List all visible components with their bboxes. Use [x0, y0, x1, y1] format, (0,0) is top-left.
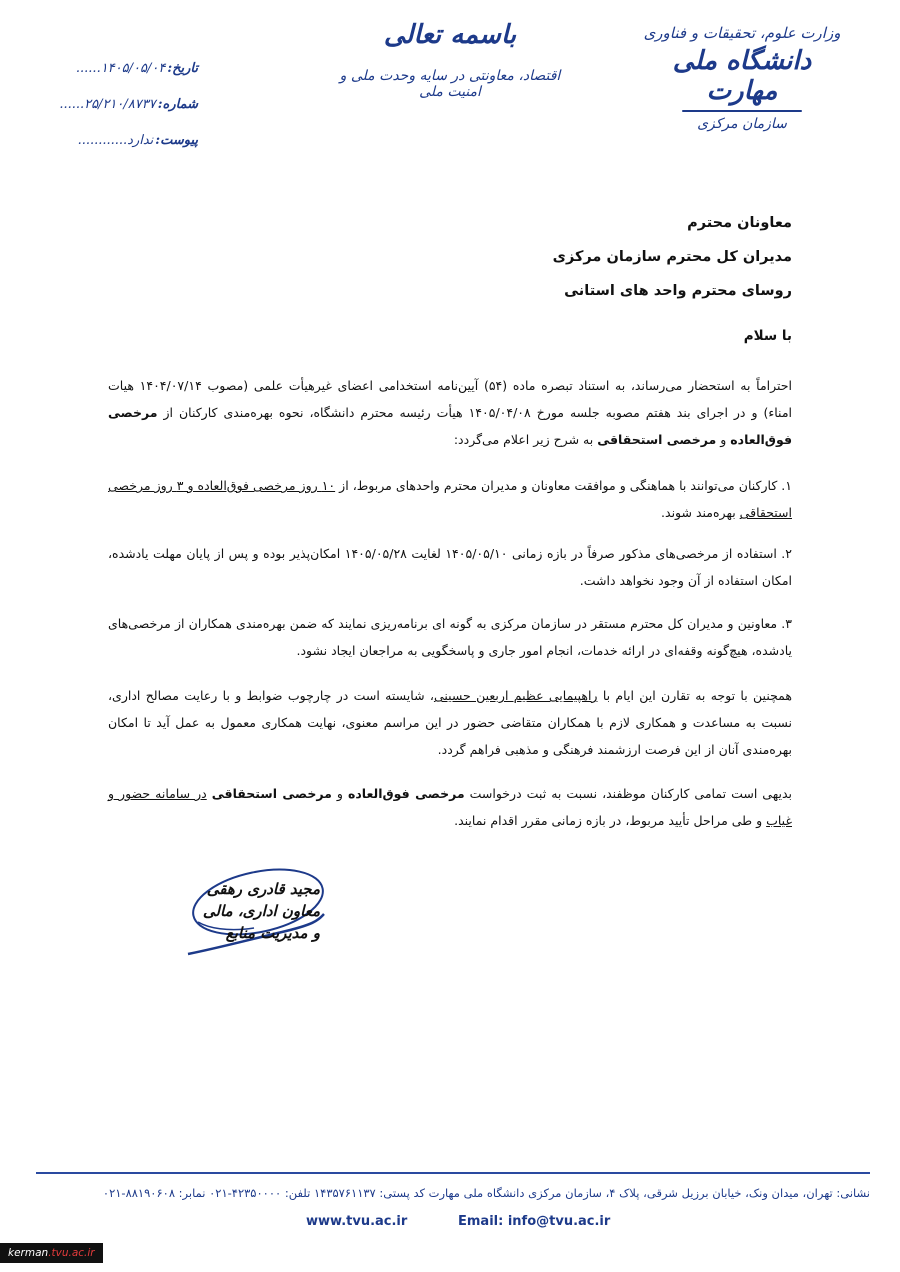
text-run: بهره‌مند شوند.: [661, 505, 736, 520]
text-run: احتراماً به استحضار می‌رساند، به استناد تبصره ماده (۵۴) آیین‌نامه استخدامی اعضای غیرهیأت علمی (مصوب ۱۴۰۴/۰۷/۱۴ هیات امناء) و در اجرای بند هفتم مصوبه جلسه مورخ ۱۴۰۵/۰۴/۰۸ هیأت رئیسه محترم دانشگاه، نحوه بهره‌مندی کارکنان از: [108, 378, 792, 420]
closing-paragraph: [108, 780, 792, 834]
recipients: [553, 206, 792, 308]
recipient-line: روسای محترم واحد های استانی: [564, 283, 792, 299]
letterhead-flourish: [682, 110, 802, 112]
organization-name: سازمان مرکزی: [697, 116, 787, 132]
footer-rule: [36, 1172, 870, 1174]
underlined-term: راهپیمایی عظیم اربعین حسینی: [433, 688, 598, 703]
text-run: ۱. کارکنان می‌توانند با هماهنگی و موافقت معاونان و مدیران محترم واحدهای مربوط، از: [339, 478, 792, 493]
institution-header: [642, 18, 842, 132]
clause-2: ۲. استفاده از مرخصی‌های مذکور صرفاً در بازه زمانی ۱۴۰۵/۰۵/۱۰ لغایت ۱۴۰۵/۰۵/۲۸ امکان‌پذیر بوده و پس از پایان مهلت یادشده، امکان استفاده از آن وجود نخواهد داشت.: [108, 546, 792, 588]
date-value: ۱۴۰۵/۰۵/۰۴......: [75, 60, 166, 76]
attachment-label: پیوست:: [155, 132, 198, 148]
text-run: بدیهی است تمامی کارکنان موظفند، نسبت به ثبت درخواست: [469, 786, 793, 801]
bold-term: مرخصی فوق‌العاده: [347, 786, 465, 801]
invocation-text: باسمه تعالی: [383, 20, 517, 50]
text-run: و طی مراحل تأیید مربوط، در بازه زمانی مقرر اقدام نمایند.: [454, 813, 763, 828]
email-link[interactable]: Email: info@tvu.ac.ir: [458, 1214, 611, 1229]
university-name: دانشگاه ملی مهارت: [672, 46, 812, 106]
text-run: و: [336, 786, 343, 801]
clause-3: ۳. معاونین و مدیران کل محترم مستقر در سازمان مرکزی به گونه ای برنامه‌ریزی نمایند که ضمن بهره‌مندی همکاران از مرخصی‌های یادشده، هیچ‌گونه وقفه‌ای در ارائه خدمات، انجام امور جاری و پاسخگویی به مراجعان ایجاد نشود.: [108, 616, 792, 658]
text-run: ، شایسته است در چارچوب ضوابط و با رعایت مصالح اداری، نسبت به مساعدت و همکاری لازم با همکاران متقاضی حضور در این مراسم معنوی، نهایت همکاری معمول به عمل آید تا امکان بهره‌مندی آنان از این فرصت ارزشمند فرهنگی و مذهبی فراهم گردد.: [108, 688, 792, 757]
footer-address: نشانی: تهران، میدان ونک، خیابان برزیل شرقی، پلاک ۴، سازمان مرکزی دانشگاه ملی مهارت کد پستی: ۱۴۳۵۷۶۱۱۳۷ تلفن: ۴۲۳۵۰۰۰۰-۰۲۱ نمابر: ۸۸۱۹۰۶۰۸-۰۲۱: [102, 1186, 870, 1200]
intro-paragraph: [108, 372, 792, 453]
clause-1: [108, 472, 792, 526]
date-label: تاریخ:: [167, 60, 198, 76]
signer: [203, 878, 320, 944]
underlined-term: ۱۰ روز مرخصی فوق‌العاده و ۳ روز مرخصی استحقاقی: [108, 478, 792, 520]
attachment-row: [48, 122, 198, 158]
website-link[interactable]: www.tvu.ac.ir: [306, 1214, 408, 1229]
letter-meta: [48, 50, 198, 158]
recipient-line: معاونان محترم: [687, 215, 792, 231]
text-run: به شرح زیر اعلام می‌گردد:: [453, 432, 594, 447]
date-row: [48, 50, 198, 86]
text-run: و: [720, 432, 727, 447]
ministry-name: وزارت علوم، تحقیقات و فناوری: [643, 24, 841, 42]
number-row: [48, 86, 198, 122]
underlined-term: در سامانه حضور و غیاب: [108, 786, 792, 828]
source-watermark: [0, 1243, 103, 1263]
recipient-line: مدیران کل محترم سازمان مرکزی: [552, 249, 792, 265]
text-run: همچنین با توجه به تقارن این ایام با: [602, 688, 792, 703]
signer-title: و مدیریت منابع: [225, 924, 320, 942]
bold-term: مرخصی استحقاقی: [597, 432, 717, 447]
greeting: با سلام: [743, 328, 792, 344]
bold-term: مرخصی استحقاقی: [211, 786, 332, 801]
number-value: ۲۵/۲۱۰/۸۷۳۷......: [59, 96, 156, 112]
signature-block: [178, 862, 328, 972]
invocation-header: [330, 20, 570, 100]
number-label: شماره:: [157, 96, 198, 112]
watermark-site: kerman: [8, 1247, 49, 1259]
watermark-domain: .tvu.ac.ir: [48, 1247, 95, 1259]
signer-title: معاون اداری، مالی: [202, 902, 320, 920]
bold-term: مرخصی فوق‌العاده: [108, 405, 792, 447]
arbaeen-paragraph: [108, 682, 792, 763]
attachment-value: ندارد............: [77, 132, 154, 148]
signer-name: مجید قادری رهقی: [206, 880, 320, 898]
year-slogan: اقتصاد، معاونتی در سایه وحدت ملی و امنیت ملی: [339, 68, 561, 100]
